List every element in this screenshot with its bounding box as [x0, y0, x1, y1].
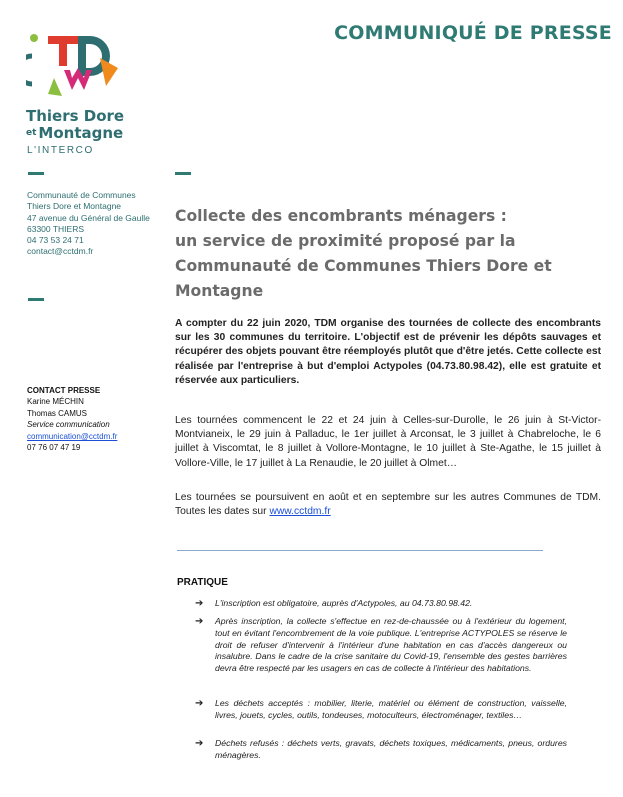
title-line: un service de proximité proposé par la	[175, 232, 516, 250]
suite-paragraph	[175, 491, 601, 519]
pratique-item	[197, 738, 567, 762]
contact-phone: 07 76 07 47 19	[27, 443, 81, 453]
logo-name-et: et	[26, 128, 37, 138]
divider-dash	[28, 298, 44, 301]
arrow-right-icon: ➔	[195, 616, 204, 627]
title-line: Communauté de Communes Thiers Dore et	[175, 257, 552, 275]
suite-text: Les tournées se poursuivent en août et en septembre sur les autres Communes de TDM. Toutes les dates sur	[175, 492, 601, 518]
logo-green-shape	[48, 78, 62, 96]
address-line: 47 avenue du Général de Gaulle	[27, 212, 150, 223]
pratique-heading: PRATIQUE	[177, 577, 228, 588]
intro-paragraph: A compter du 22 juin 2020, TDM organise des tournées de collecte des encombrants sur les 30 communes du territoire. L'objectif est de prévenir les dépôts sauvages et récupérer des objets pouvant être réemployés plutôt que d'être jetés. Cette collecte est réalisée par l'entreprise à but d'emploi Actypoles (04.73.80.98.42), elle est gratuite et réservée aux particuliers.	[175, 318, 601, 386]
address-block	[27, 190, 150, 258]
contact-service: Service communication	[27, 420, 110, 430]
logo-name-line1: Thiers Dore	[26, 107, 125, 125]
pratique-item-text: Déchets refusés : déchets verts, gravats, déchets toxiques, médicaments, pneus, ordures ménagères.	[215, 738, 567, 760]
pratique-item-text: Les déchets acceptés : mobilier, literie, matériel ou élément de construction, vaisselle, livres, jouets, cycles, outils, tondeuses, motoculteurs, électroménager, textiles…	[215, 698, 567, 720]
tournees-paragraph: Les tournées commencent le 22 et 24 juin à Celles-sur-Durolle, le 26 juin à St-Victor-Montvianeix, le 29 juin à Palladuc, le 1er juillet à Arconsat, le 3 juillet à Chabreloche, le 6 juillet à Viscomtat, le 8 juillet à Vollore-Montagne, le 10 juillet à Ste-Agathe, le 15 juillet à Vollore-Ville, le 17 juillet à La Renaudie, le 20 juillet à Olmet…	[175, 415, 601, 469]
main-title	[175, 204, 595, 304]
logo-green-dot	[30, 34, 38, 42]
divider-dash	[28, 172, 44, 175]
contact-name: Thomas CAMUS	[27, 408, 88, 418]
logo-pink-m	[64, 68, 92, 90]
pratique-item	[197, 598, 567, 610]
logo-red-t	[48, 36, 78, 66]
pratique-item	[197, 698, 567, 722]
arrow-right-icon: ➔	[195, 598, 204, 609]
section-divider	[177, 550, 543, 551]
address-line: Communauté de Communes	[27, 190, 136, 200]
logo-subtitle: L'INTERCO	[27, 145, 94, 156]
address-line: Thiers Dore et Montagne	[27, 201, 122, 212]
logo-name	[26, 108, 124, 142]
divider-dash	[175, 172, 191, 175]
arrow-right-icon: ➔	[195, 738, 204, 749]
arrow-right-icon: ➔	[195, 698, 204, 709]
title-line: Montagne	[175, 282, 264, 300]
cctdm-website-link[interactable]: www.cctdm.fr	[269, 506, 331, 518]
title-line: Collecte des encombrants ménagers :	[175, 207, 507, 225]
pratique-item	[197, 616, 567, 675]
pratique-item-text: Après inscription, la collecte s'effectue en rez-de-chaussée ou à l'extérieur du logement, tout en évitant l'encombrement de la voie publique. L'entreprise ACTYPOLES se réserve le droit de refuser d'intervenir à l'intérieur d'une habitation en cas d'accès dangereux ou insalubre. Dans le cadre de la crise sanitaire du Covid-19, l'ensemble des gestes barrières devra être respecté par les usagers en cas de collecte à l'intérieur des habitations.	[215, 616, 567, 674]
address-phone: 04 73 53 24 71	[27, 235, 84, 246]
contact-block	[27, 385, 117, 453]
contact-name: Karine MÉCHIN	[27, 397, 84, 407]
logo-name-line2: Montagne	[38, 124, 124, 142]
pratique-item-text: L'inscription est obligatoire, auprès d'Actypoles, au 04.73.80.98.42.	[215, 598, 473, 608]
logo-teal-arc	[26, 56, 32, 84]
address-email[interactable]: contact@cctdm.fr	[27, 246, 94, 257]
document-header-title: COMMUNIQUÉ DE PRESSE	[334, 22, 612, 44]
contact-email-link[interactable]: communication@cctdm.fr	[27, 431, 118, 441]
contact-heading: CONTACT PRESSE	[27, 386, 101, 395]
tdm-logo-icon	[26, 28, 136, 100]
address-line: 63300 THIERS	[27, 223, 85, 234]
